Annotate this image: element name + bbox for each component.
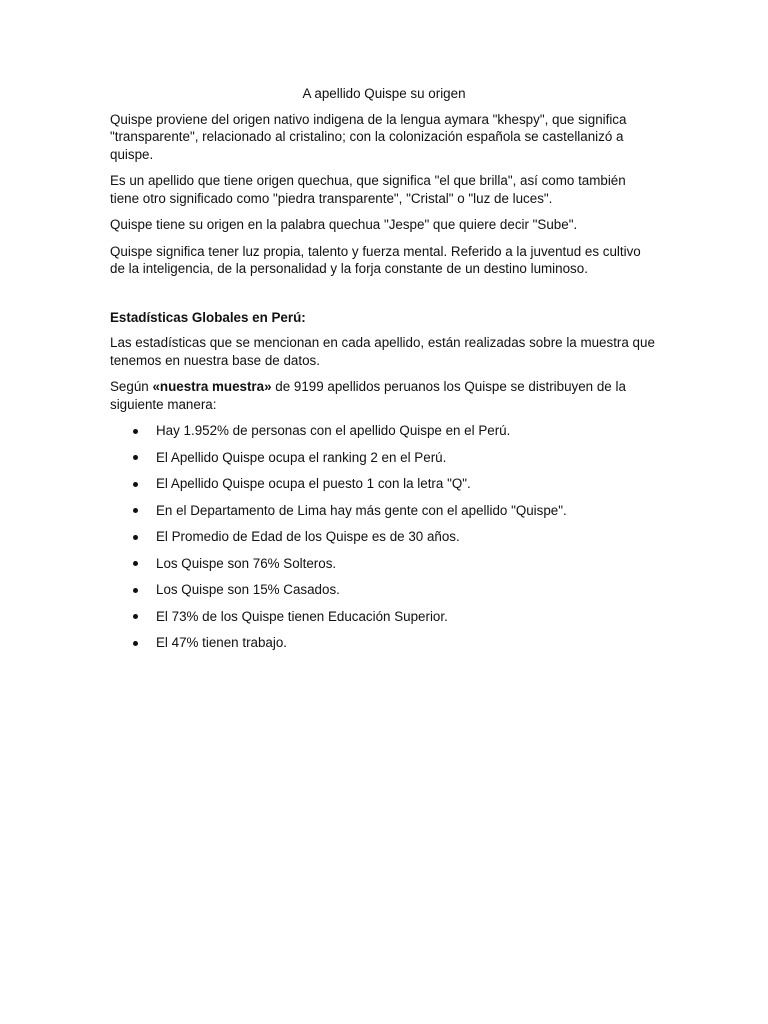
bullet-icon [133,641,138,646]
bullet-icon [133,535,138,540]
list-item-text: El 47% tienen trabajo. [156,635,288,650]
sample-sentence [110,378,658,413]
paragraph-origin-aymara: Quispe proviene del origen nativo indigena de la lengua aymara "khespy", que significa "transparente", relacionado al cristalino; con la colonización española se castellanizó a quispe. [110,111,627,162]
list-item-text: Los Quispe son 15% Casados. [156,582,340,597]
list-item-text: El Apellido Quispe ocupa el ranking 2 en el Perú. [156,449,447,465]
bullet-icon [133,561,138,566]
list-item [110,608,658,635]
stats-heading: Estadísticas Globales en Perú: [110,309,306,325]
list-item [110,502,658,529]
paragraph-jespe: Quispe tiene su origen en la palabra quechua "Jespe" que quiere decir "Sube". [110,217,578,232]
bullet-icon [133,429,138,434]
list-item-text: El Promedio de Edad de los Quispe es de 30 años. [156,529,460,544]
bullet-icon [133,508,138,513]
document-body [110,85,658,661]
list-item [110,555,658,582]
list-item [110,634,658,661]
list-item-text: El 73% de los Quispe tienen Educación Superior. [156,608,448,624]
sample-suffix: de 9199 apellidos peruanos los Quispe se distribuyen de la siguiente manera: [110,379,626,412]
list-item-text: Hay 1.952% de personas con el apellido Quispe en el Perú. [156,423,511,438]
list-item-text: El Apellido Quispe ocupa el puesto 1 con la letra "Q". [156,476,471,491]
document-title: A apellido Quispe su origen [302,86,466,101]
sample-prefix: Según [110,379,153,394]
paragraph-meaning: Quispe significa tener luz propia, talento y fuerza mental. Referido a la juventud es cultivo de la inteligencia, de la personalidad y la forja constante de un destino luminoso. [110,243,641,276]
list-item [110,581,658,608]
sample-emphasis: «nuestra muestra» [152,379,272,394]
bullet-icon [133,482,138,487]
list-item [110,449,658,476]
list-item [110,422,658,449]
list-item-text: En el Departamento de Lima hay más gente con el apellido "Quispe". [156,502,567,518]
paragraph-origin-quechua: Es un apellido que tiene origen quechua, que significa "el que brilla", así como también tiene otro significado como "piedra transparente", "Cristal" o "luz de luces". [110,173,626,206]
stats-list [110,422,658,661]
section-spacer [110,287,658,309]
bullet-icon [133,455,138,460]
bullet-icon [133,588,138,593]
list-item-text: Los Quispe son 76% Solteros. [156,555,337,571]
list-item [110,528,658,555]
stats-intro: Las estadísticas que se mencionan en cada apellido, están realizadas sobre la muestra que tenemos en nuestra base de datos. [110,335,655,368]
bullet-icon [133,614,138,619]
list-item [110,475,658,502]
